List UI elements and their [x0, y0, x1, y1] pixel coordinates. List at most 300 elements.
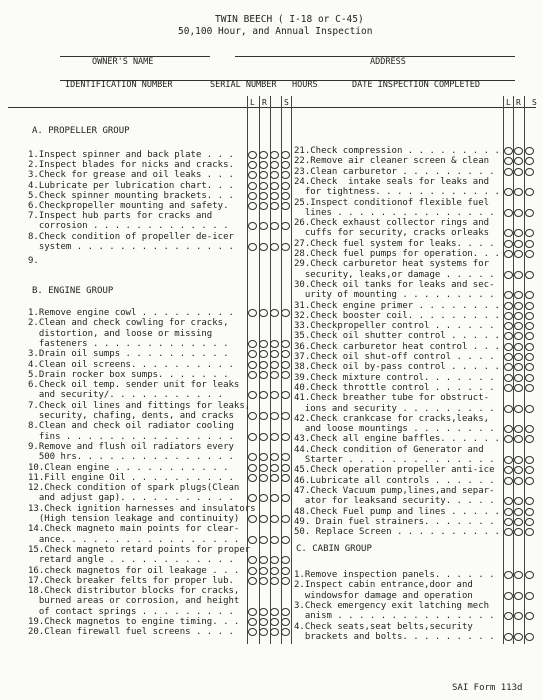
right-check-circle[interactable]	[504, 633, 513, 641]
left-check-circle[interactable]	[259, 556, 268, 564]
form-title: TWIN BEECH ( I-18 or C-45)	[215, 14, 364, 25]
left-item-14: fasteners . . . . . . . . . . . . .	[28, 338, 229, 349]
left-item-38: 18.Check distributor blocks for cracks,	[28, 586, 240, 597]
right-item-6: lines . . . . . . . . . . . . . . .	[294, 207, 495, 218]
left-check-circle[interactable]	[281, 222, 290, 230]
right-check-circle[interactable]	[514, 571, 523, 579]
left-check-circle[interactable]	[248, 556, 257, 564]
left-item-13: distortion, and loose or missing	[28, 328, 213, 339]
address-label: ADDRESS	[370, 57, 406, 67]
left-check-circle[interactable]	[248, 628, 257, 636]
right-item-39: 2.Inspect cabin entrance,door and	[294, 580, 473, 591]
right-check-circle[interactable]	[514, 209, 523, 217]
left-check-circle[interactable]	[281, 453, 290, 461]
right-check-circle[interactable]	[525, 405, 534, 413]
right-item-27: and loose mountings . . . . . . . .	[294, 424, 495, 435]
left-check-circle[interactable]	[259, 361, 268, 369]
left-check-circle[interactable]	[270, 202, 279, 210]
left-check-circle[interactable]	[259, 340, 268, 348]
left-check-circle[interactable]	[270, 567, 279, 575]
right-item-44: brackets and bolts. . . . . . . . .	[294, 631, 495, 642]
right-check-circle[interactable]	[514, 384, 523, 392]
left-check-circle[interactable]	[248, 453, 257, 461]
right-check-circle[interactable]	[504, 497, 513, 505]
left-item-24: 9.Remove and flush oil radiators every	[28, 441, 234, 452]
left-check-circle[interactable]	[248, 567, 257, 575]
left-check-circle[interactable]	[259, 474, 268, 482]
right-check-circle[interactable]	[504, 168, 513, 176]
left-check-circle[interactable]	[270, 433, 279, 441]
left-check-circle[interactable]	[281, 192, 290, 200]
left-check-circle[interactable]	[259, 182, 268, 190]
right-check-circle[interactable]	[525, 435, 534, 443]
left-item-40: of contact springs . . . . . . . . .	[28, 606, 234, 617]
left-col-divider-5	[291, 96, 292, 644]
left-check-circle[interactable]	[281, 350, 290, 358]
right-item-15: 31.Check engine primer . . . . . . . .	[294, 300, 500, 311]
left-check-circle[interactable]	[281, 536, 290, 544]
right-check-circle[interactable]	[514, 302, 523, 310]
left-check-circle[interactable]	[281, 433, 290, 441]
left-item-7: corrosion . . . . . . . . . . . . .	[28, 221, 229, 232]
left-check-circle[interactable]	[270, 618, 279, 626]
left-check-circle[interactable]	[281, 340, 290, 348]
right-check-circle[interactable]	[504, 157, 513, 165]
left-check-circle[interactable]	[248, 494, 257, 502]
right-check-circle[interactable]	[504, 250, 513, 258]
right-item-13: 30.Check oil tanks for leaks and sec-	[294, 279, 495, 290]
left-check-circle[interactable]	[259, 202, 268, 210]
left-check-circle[interactable]	[259, 628, 268, 636]
right-check-circle[interactable]	[514, 497, 523, 505]
left-check-circle[interactable]	[281, 628, 290, 636]
left-check-circle[interactable]	[270, 151, 279, 159]
left-check-circle[interactable]	[281, 243, 290, 251]
right-check-circle[interactable]	[525, 188, 534, 196]
left-check-circle[interactable]	[248, 243, 257, 251]
right-item-25: ions and security . . . . . . . . .	[294, 403, 495, 414]
left-check-circle[interactable]	[248, 464, 257, 472]
left-check-circle[interactable]	[281, 371, 290, 379]
right-item-16: 32.Check booster coil. . . . . . . . .	[294, 310, 500, 321]
right-item-29: 44.Check condition of Generator and	[294, 444, 484, 455]
left-check-circle[interactable]	[248, 222, 257, 230]
right-check-circle[interactable]	[504, 477, 513, 485]
right-check-circle[interactable]	[525, 168, 534, 176]
left-check-circle[interactable]	[281, 161, 290, 169]
right-check-circle[interactable]	[525, 147, 534, 155]
right-check-circle[interactable]	[504, 435, 513, 443]
right-check-circle[interactable]	[514, 466, 523, 474]
right-check-circle[interactable]	[504, 405, 513, 413]
left-check-circle[interactable]	[270, 494, 279, 502]
left-check-circle[interactable]	[259, 577, 268, 585]
left-check-circle[interactable]	[248, 515, 257, 523]
left-check-circle[interactable]	[270, 577, 279, 585]
right-check-circle[interactable]	[504, 384, 513, 392]
right-check-circle[interactable]	[514, 291, 523, 299]
left-check-circle[interactable]	[281, 515, 290, 523]
left-check-circle[interactable]	[270, 350, 279, 358]
right-check-circle[interactable]	[514, 322, 523, 330]
left-check-circle[interactable]	[270, 222, 279, 230]
right-item-36: 49. Drain fuel strainers. . . . . . .	[294, 516, 495, 527]
left-item-0: 1.Inspect spinner and back plate . . .	[28, 150, 234, 160]
right-check-circle[interactable]	[514, 528, 523, 536]
right-check-circle[interactable]	[504, 374, 513, 382]
right-check-circle[interactable]	[525, 374, 534, 382]
left-check-circle[interactable]	[248, 309, 257, 317]
left-check-circle[interactable]	[270, 391, 279, 399]
left-item-35: retard angle . . . . . . . . . . . .	[28, 555, 234, 566]
left-check-circle[interactable]	[259, 309, 268, 317]
table-top-rule	[8, 107, 536, 108]
right-item-17: 33.Checkpropeller control . . . . . .	[294, 321, 495, 332]
left-check-circle[interactable]	[270, 182, 279, 190]
right-item-11: 29.Check carburetor heat systems for	[294, 259, 490, 270]
right-check-circle[interactable]	[525, 250, 534, 258]
right-check-circle[interactable]	[514, 229, 523, 237]
left-check-circle[interactable]	[259, 171, 268, 179]
right-check-circle[interactable]	[514, 477, 523, 485]
right-item-14: urity of mounting . . . . . . . . .	[294, 290, 495, 301]
right-item-37: 50. Replace Screen . . . . . . . . . .	[294, 527, 500, 538]
left-check-circle[interactable]	[270, 371, 279, 379]
left-item-1: 2.Inspect blades for nicks and cracks.	[28, 160, 234, 171]
left-check-circle[interactable]	[248, 361, 257, 369]
left-check-circle[interactable]	[281, 464, 290, 472]
section-cabin-group: C. CABIN GROUP	[296, 544, 372, 554]
left-check-circle[interactable]	[259, 412, 268, 420]
form-subtitle: 50,100 Hour, and Annual Inspection	[178, 26, 373, 37]
right-check-circle[interactable]	[504, 302, 513, 310]
right-check-circle[interactable]	[514, 518, 523, 526]
right-check-circle[interactable]	[514, 633, 523, 641]
serial-label: SERIAL NUMBER	[210, 80, 277, 90]
right-check-circle[interactable]	[504, 322, 513, 330]
left-item-31: (High tension leakage and continuity)	[28, 514, 240, 524]
left-check-circle[interactable]	[259, 618, 268, 626]
left-check-circle[interactable]	[248, 171, 257, 179]
left-col-l-head: L	[250, 98, 255, 107]
right-check-circle[interactable]	[504, 353, 513, 361]
right-check-circle[interactable]	[525, 518, 534, 526]
right-check-circle[interactable]	[514, 363, 523, 371]
left-item-4: 5.Check spinner mounting brackets. . .	[28, 190, 234, 201]
right-item-23: 40.Check throttle control . . . . . .	[294, 382, 495, 393]
right-check-circle[interactable]	[504, 188, 513, 196]
section-engine-group: B. ENGINE GROUP	[32, 286, 114, 296]
left-check-circle[interactable]	[281, 608, 290, 616]
right-check-circle[interactable]	[514, 374, 523, 382]
right-check-circle[interactable]	[514, 157, 523, 165]
right-check-circle[interactable]	[525, 291, 534, 299]
right-item-21: 38.Check oil by-pass control . . . . .	[294, 362, 500, 373]
left-check-circle[interactable]	[270, 161, 279, 169]
right-item-7: 26.Check exhaust collector rings and	[294, 218, 490, 229]
left-check-circle[interactable]	[248, 192, 257, 200]
right-col-divider-1	[503, 96, 504, 644]
left-check-circle[interactable]	[248, 433, 257, 441]
left-check-circle[interactable]	[248, 474, 257, 482]
right-check-circle[interactable]	[504, 343, 513, 351]
left-check-circle[interactable]	[259, 192, 268, 200]
right-check-circle[interactable]	[504, 518, 513, 526]
left-check-circle[interactable]	[281, 202, 290, 210]
right-check-circle[interactable]	[504, 466, 513, 474]
right-item-28: 43.Check all engine baffles. . . . . .	[294, 434, 500, 445]
left-item-10: 9.	[28, 255, 39, 266]
left-check-circle[interactable]	[248, 350, 257, 358]
left-item-28: 12.Check condition of spark plugs(Clean	[28, 483, 240, 494]
right-check-circle[interactable]	[525, 332, 534, 340]
left-check-circle[interactable]	[248, 536, 257, 544]
right-check-circle[interactable]	[504, 291, 513, 299]
left-item-16: 4.Clean oil screens. . . . . . . . . .	[28, 359, 234, 370]
left-check-circle[interactable]	[259, 151, 268, 159]
left-check-circle[interactable]	[259, 371, 268, 379]
right-check-circle[interactable]	[525, 322, 534, 330]
left-check-circle[interactable]	[270, 361, 279, 369]
right-check-circle[interactable]	[514, 456, 523, 464]
left-check-circle[interactable]	[259, 391, 268, 399]
left-check-circle[interactable]	[248, 618, 257, 626]
left-item-39: burned areas or corrosion, and height	[28, 596, 240, 607]
left-check-circle[interactable]	[270, 474, 279, 482]
left-check-circle[interactable]	[270, 412, 279, 420]
left-col-s-head: S	[284, 98, 289, 107]
right-item-4: for tightness. . . . . . . . . . . .	[294, 187, 500, 198]
right-check-circle[interactable]	[514, 612, 523, 620]
right-check-circle[interactable]	[504, 571, 513, 579]
right-check-circle[interactable]	[525, 477, 534, 485]
right-check-circle[interactable]	[514, 343, 523, 351]
right-check-circle[interactable]	[525, 240, 534, 248]
right-item-26: 42.Check crankcase for cracks,leaks,	[294, 413, 490, 424]
left-check-circle[interactable]	[281, 309, 290, 317]
right-check-circle[interactable]	[504, 456, 513, 464]
right-check-circle[interactable]	[514, 425, 523, 433]
right-item-33: 47.Check Vacuum pump,lines,and separ-	[294, 485, 495, 496]
right-check-circle[interactable]	[514, 435, 523, 443]
right-item-24: 41.Check breather tube for obstruct-	[294, 393, 490, 404]
left-check-circle[interactable]	[259, 161, 268, 169]
left-item-41: 19.Check magnetos to engine timing. . .	[28, 617, 240, 627]
right-item-9: 27.Check fuel system for leaks. . . .	[294, 238, 495, 249]
left-check-circle[interactable]	[270, 515, 279, 523]
right-check-circle[interactable]	[525, 456, 534, 464]
left-check-circle[interactable]	[248, 608, 257, 616]
right-item-3: 24.Check intake seals for leaks and	[294, 176, 490, 187]
right-check-circle[interactable]	[504, 229, 513, 237]
right-check-circle[interactable]	[504, 425, 513, 433]
right-col-s-head: S	[532, 98, 537, 107]
right-item-5: 25.Inspect conditionof flexible fuel	[294, 197, 490, 208]
left-item-21: security, chafing, dents, and cracks	[28, 411, 234, 421]
left-item-36: 16.check magnetos for oil leakage . . .	[28, 565, 240, 576]
left-check-circle[interactable]	[270, 556, 279, 564]
left-check-circle[interactable]	[281, 618, 290, 626]
right-check-circle[interactable]	[514, 250, 523, 258]
left-check-circle[interactable]	[259, 494, 268, 502]
right-check-circle[interactable]	[514, 147, 523, 155]
left-item-26: 10.Clean engine . . . . . . . . . . .	[28, 462, 229, 473]
left-check-circle[interactable]	[259, 222, 268, 230]
left-item-8: 8.Check condition of propeller de-icer	[28, 231, 234, 242]
left-check-circle[interactable]	[281, 171, 290, 179]
left-check-circle[interactable]	[270, 243, 279, 251]
right-check-circle[interactable]	[514, 312, 523, 320]
left-check-circle[interactable]	[281, 182, 290, 190]
left-check-circle[interactable]	[248, 202, 257, 210]
right-item-35: 48.Check Fuel pump and lines . . . . .	[294, 506, 500, 517]
left-check-circle[interactable]	[248, 412, 257, 420]
right-check-circle[interactable]	[514, 240, 523, 248]
right-check-circle[interactable]	[525, 633, 534, 641]
left-check-circle[interactable]	[270, 453, 279, 461]
right-check-circle[interactable]	[504, 528, 513, 536]
left-check-circle[interactable]	[270, 192, 279, 200]
right-check-circle[interactable]	[525, 157, 534, 165]
right-item-32: 46.Lubricate all controls . . . . . .	[294, 475, 495, 486]
left-check-circle[interactable]	[259, 608, 268, 616]
right-check-circle[interactable]	[525, 497, 534, 505]
right-check-circle[interactable]	[504, 592, 513, 600]
left-item-25: 500 hrs. . . . . . . . . . . . . . .	[28, 452, 234, 463]
left-check-circle[interactable]	[248, 391, 257, 399]
left-check-circle[interactable]	[259, 453, 268, 461]
left-check-circle[interactable]	[281, 556, 290, 564]
right-check-circle[interactable]	[504, 147, 513, 155]
date-label: DATE INSPECTION COMPLETED	[352, 80, 480, 90]
right-check-circle[interactable]	[504, 612, 513, 620]
right-check-circle[interactable]	[525, 528, 534, 536]
left-check-circle[interactable]	[281, 361, 290, 369]
right-check-circle[interactable]	[504, 508, 513, 516]
right-col-r-head: R	[516, 98, 521, 107]
right-check-circle[interactable]	[525, 343, 534, 351]
right-check-circle[interactable]	[525, 363, 534, 371]
right-item-31: 45.Check operation propeller anti-ice	[294, 465, 495, 476]
left-check-circle[interactable]	[259, 464, 268, 472]
right-check-circle[interactable]	[525, 508, 534, 516]
left-check-circle[interactable]	[281, 412, 290, 420]
left-check-circle[interactable]	[270, 608, 279, 616]
right-check-circle[interactable]	[514, 592, 523, 600]
left-item-42: 20.Clean firewall fuel screens . . . .	[28, 627, 234, 638]
right-col-divider-3	[524, 96, 525, 644]
right-check-circle[interactable]	[504, 332, 513, 340]
left-check-circle[interactable]	[259, 515, 268, 523]
right-check-circle[interactable]	[525, 592, 534, 600]
right-check-circle[interactable]	[525, 425, 534, 433]
left-item-11: 1.Remove engine cowl . . . . . . . . .	[28, 308, 234, 318]
right-check-circle[interactable]	[525, 229, 534, 237]
right-check-circle[interactable]	[514, 405, 523, 413]
right-check-circle[interactable]	[525, 271, 534, 279]
right-check-circle[interactable]	[525, 312, 534, 320]
right-check-circle[interactable]	[504, 271, 513, 279]
left-check-circle[interactable]	[281, 474, 290, 482]
owner-label: OWNER'S NAME	[92, 57, 154, 67]
right-check-circle[interactable]	[514, 271, 523, 279]
left-item-12: 2.Clean and check cowling for cracks,	[28, 318, 229, 329]
right-col-l-head: L	[506, 98, 511, 107]
left-item-22: 8.Clean and check oil radiator cooling	[28, 421, 234, 432]
right-item-20: 37.Check oil shut-off control . . . .	[294, 352, 495, 362]
left-check-circle[interactable]	[270, 628, 279, 636]
ident-label: IDENTIFICATION NUMBER	[65, 80, 173, 90]
left-check-circle[interactable]	[248, 161, 257, 169]
right-item-40: windowsfor damage and operation	[294, 590, 473, 601]
right-check-circle[interactable]	[525, 384, 534, 392]
left-check-circle[interactable]	[248, 340, 257, 348]
right-item-12: security, leaks,or damage . . . . .	[294, 269, 495, 280]
left-check-circle[interactable]	[270, 171, 279, 179]
right-item-41: 3.Check emergency exit latching mech	[294, 600, 490, 611]
left-item-6: 7.Inspect hub parts for cracks and	[28, 211, 213, 222]
left-check-circle[interactable]	[270, 309, 279, 317]
right-item-2: 23.Clean carburetor . . . . . . . . .	[294, 166, 495, 177]
right-check-circle[interactable]	[514, 332, 523, 340]
left-check-circle[interactable]	[270, 464, 279, 472]
left-item-18: 6.Check oil temp. sender unit for leaks	[28, 380, 240, 391]
form-number: SAI Form 113d	[452, 683, 523, 693]
right-check-circle[interactable]	[504, 312, 513, 320]
left-check-circle[interactable]	[270, 536, 279, 544]
left-item-15: 3.Drain oil sumps . . . . . . . . . .	[28, 349, 229, 360]
right-check-circle[interactable]	[525, 353, 534, 361]
left-check-circle[interactable]	[259, 536, 268, 544]
left-check-circle[interactable]	[248, 371, 257, 379]
right-item-38: 1.Remove inspection panels. . . . . .	[294, 570, 495, 580]
right-check-circle[interactable]	[504, 363, 513, 371]
right-item-10: 28.Check fuel pumps for operation. . .	[294, 249, 500, 259]
right-check-circle[interactable]	[504, 209, 513, 217]
right-check-circle[interactable]	[514, 168, 523, 176]
right-item-43: 4.Check seats,seat belts,security	[294, 621, 473, 632]
left-check-circle[interactable]	[281, 494, 290, 502]
left-check-circle[interactable]	[259, 433, 268, 441]
right-check-circle[interactable]	[514, 508, 523, 516]
left-check-circle[interactable]	[248, 577, 257, 585]
right-check-circle[interactable]	[514, 188, 523, 196]
right-check-circle[interactable]	[525, 466, 534, 474]
right-check-circle[interactable]	[525, 209, 534, 217]
right-col-divider-2	[513, 96, 514, 644]
right-check-circle[interactable]	[514, 353, 523, 361]
left-check-circle[interactable]	[259, 350, 268, 358]
left-check-circle[interactable]	[281, 577, 290, 585]
right-check-circle[interactable]	[504, 240, 513, 248]
left-check-circle[interactable]	[248, 151, 257, 159]
left-item-9: system . . . . . . . . . . . . . . .	[28, 241, 234, 252]
left-check-circle[interactable]	[281, 567, 290, 575]
right-check-circle[interactable]	[525, 302, 534, 310]
right-item-34: ator for leaksand security. . . . .	[294, 496, 495, 507]
left-check-circle[interactable]	[281, 391, 290, 399]
left-item-33: ance. . . . . . . . . . . . . . . . .	[28, 534, 240, 545]
left-check-circle[interactable]	[259, 243, 268, 251]
left-check-circle[interactable]	[281, 151, 290, 159]
right-check-circle[interactable]	[525, 612, 534, 620]
left-item-19: and security/. . . . . . . . . . .	[28, 390, 224, 401]
left-check-circle[interactable]	[270, 340, 279, 348]
left-check-circle[interactable]	[248, 182, 257, 190]
left-item-23: fins . . . . . . . . . . . . . . . .	[28, 431, 234, 442]
left-check-circle[interactable]	[259, 567, 268, 575]
right-check-circle[interactable]	[525, 571, 534, 579]
